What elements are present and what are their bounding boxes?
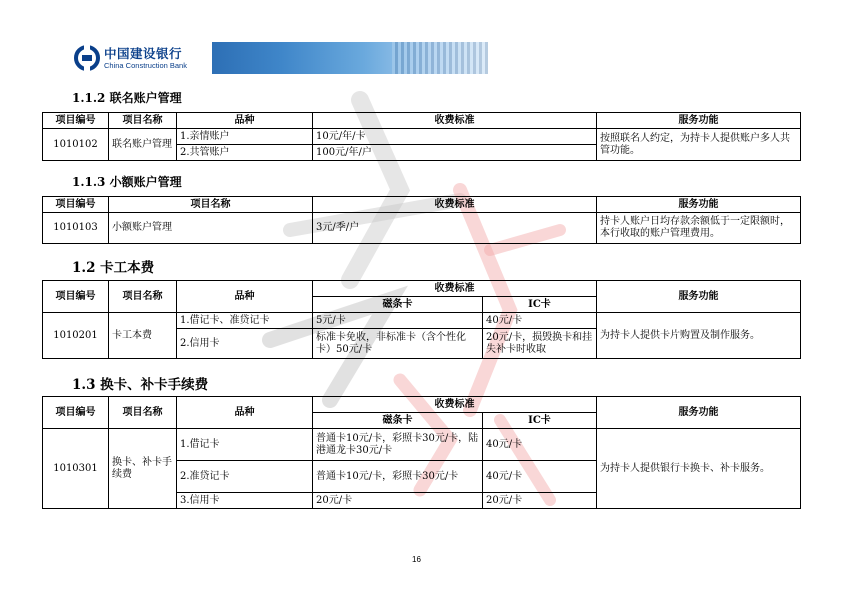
section-title-1-3: 1.3 换卡、补卡手续费	[72, 377, 209, 393]
joint-account-fee-table	[42, 112, 801, 161]
item-name-cell: 小额账户管理	[109, 213, 313, 244]
ic-fee-cell: 40元/卡	[483, 313, 597, 329]
magstripe-fee-cell: 普通卡10元/卡，彩照卡30元/卡	[313, 461, 483, 493]
header-service-function: 服务功能	[597, 113, 801, 129]
function-cell: 为持卡人提供卡片购置及制作服务。	[597, 313, 801, 359]
ic-fee-cell: 20元/卡，损毁换卡和挂失补卡时收取	[483, 329, 597, 359]
header-service-function: 服务功能	[597, 397, 801, 429]
function-cell: 持卡人账户日均存款余额低于一定限额时，本行收取的账户管理费用。	[597, 213, 801, 244]
header-item-name: 项目名称	[109, 281, 177, 313]
header-item-code: 项目编号	[43, 397, 109, 429]
item-name-cell: 卡工本费	[109, 313, 177, 359]
magstripe-fee-cell: 普通卡10元/卡，彩照卡30元/卡，陆港通龙卡30元/卡	[313, 429, 483, 461]
item-name-cell: 换卡、补卡手续费	[109, 429, 177, 509]
header-fee-standard: 收费标准	[313, 281, 597, 297]
item-code-cell: 1010201	[43, 313, 109, 359]
header-magstripe-card: 磁条卡	[313, 297, 483, 313]
header-type: 品种	[177, 397, 313, 429]
header-banner	[212, 42, 488, 74]
ic-fee-cell: 20元/卡	[483, 493, 597, 509]
page-number: 16	[412, 555, 421, 564]
header-service-function: 服务功能	[597, 197, 801, 213]
small-account-fee-table	[42, 196, 801, 244]
item-code-cell: 1010103	[43, 213, 109, 244]
item-code-cell: 1010102	[43, 129, 109, 161]
header-item-code: 项目编号	[43, 197, 109, 213]
fee-cell: 3元/季/户	[313, 213, 597, 244]
section-title-1-1-3: 1.1.3 小额账户管理	[72, 175, 182, 189]
section-title-1-2: 1.2 卡工本费	[72, 260, 155, 276]
header-type: 品种	[177, 113, 313, 129]
header-ic-card: IC卡	[483, 297, 597, 313]
type-cell: 1.借记卡	[177, 429, 313, 461]
card-cost-fee-table	[42, 280, 801, 359]
header-ic-card: IC卡	[483, 413, 597, 429]
magstripe-fee-cell: 5元/卡	[313, 313, 483, 329]
header-fee-standard: 收费标准	[313, 197, 597, 213]
header-item-name: 项目名称	[109, 113, 177, 129]
type-cell: 1.亲情账户	[177, 129, 313, 145]
card-replacement-fee-table	[42, 396, 801, 509]
ccb-logo-icon	[74, 45, 100, 71]
bank-logo	[72, 42, 212, 74]
header-fee-standard: 收费标准	[313, 397, 597, 413]
type-cell: 1.借记卡、准贷记卡	[177, 313, 313, 329]
function-cell: 为持卡人提供银行卡换卡、补卡服务。	[597, 429, 801, 509]
logo-english-name: China Construction Bank	[104, 60, 187, 70]
item-code-cell: 1010301	[43, 429, 109, 509]
magstripe-fee-cell: 标准卡免收，非标准卡（含个性化卡）50元/卡	[313, 329, 483, 359]
ic-fee-cell: 40元/卡	[483, 429, 597, 461]
header-item-code: 项目编号	[43, 113, 109, 129]
fee-cell: 100元/年/户	[313, 145, 597, 161]
magstripe-fee-cell: 20元/卡	[313, 493, 483, 509]
type-cell: 3.信用卡	[177, 493, 313, 509]
fee-cell: 10元/年/卡	[313, 129, 597, 145]
header-item-name: 项目名称	[109, 197, 313, 213]
ic-fee-cell: 40元/卡	[483, 461, 597, 493]
type-cell: 2.准贷记卡	[177, 461, 313, 493]
function-cell: 按照联名人约定，为持卡人提供账户多人共管功能。	[597, 129, 801, 161]
section-title-1-1-2: 1.1.2 联名账户管理	[72, 91, 182, 105]
header-fee-standard: 收费标准	[313, 113, 597, 129]
item-name-cell: 联名账户管理	[109, 129, 177, 161]
header-service-function: 服务功能	[597, 281, 801, 313]
header-item-name: 项目名称	[109, 397, 177, 429]
type-cell: 2.信用卡	[177, 329, 313, 359]
header-magstripe-card: 磁条卡	[313, 413, 483, 429]
logo-chinese-name: 中国建设银行	[104, 45, 183, 61]
header-item-code: 项目编号	[43, 281, 109, 313]
header-type: 品种	[177, 281, 313, 313]
page-header	[72, 42, 488, 74]
type-cell: 2.共管账户	[177, 145, 313, 161]
